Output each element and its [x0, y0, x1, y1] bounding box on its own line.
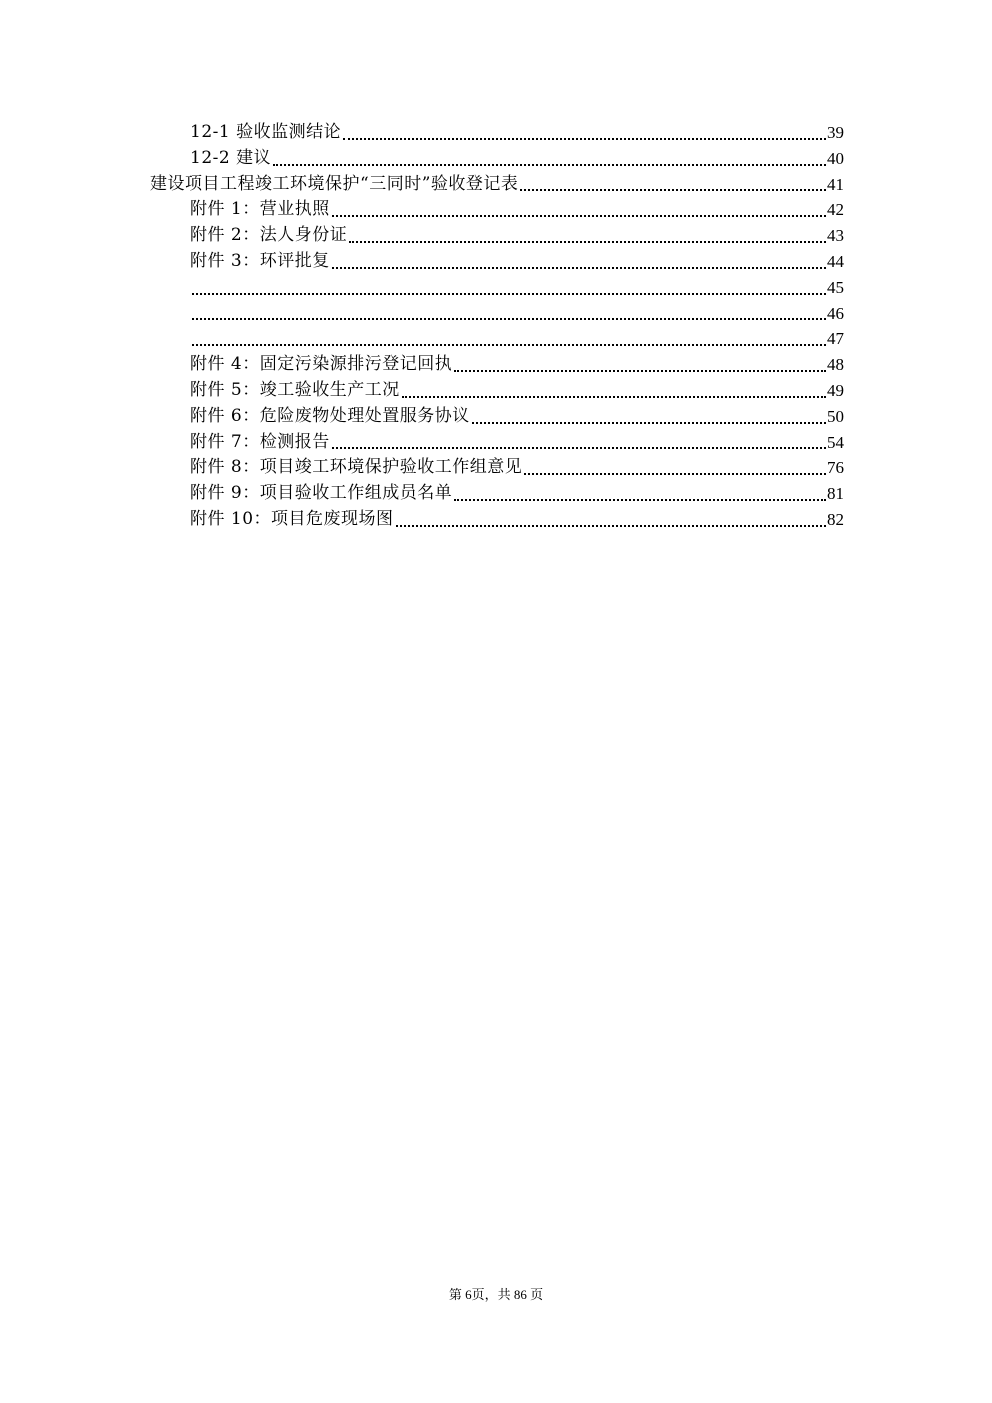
toc-entry-page: 39 [827, 123, 844, 142]
toc-entry-page: 49 [827, 380, 844, 400]
toc-entry-title: 附件 3：环评批复 [190, 250, 330, 271]
toc-entry[interactable] [150, 301, 844, 327]
toc-entry-title: 附件 7：检测报告 [190, 431, 330, 452]
toc-entry[interactable] [150, 120, 844, 146]
toc-leader-dots [520, 187, 826, 191]
toc-entry-title: 12-1 验收监测结论 [190, 122, 342, 142]
toc-entry-page: 44 [827, 251, 844, 271]
toc-entry-title: 附件 10：项目危废现场图 [190, 508, 394, 529]
toc-leader-dots [332, 265, 826, 269]
toc-entry[interactable] [150, 378, 844, 404]
toc-entry[interactable] [150, 197, 844, 223]
toc-entry-page: 45 [827, 277, 844, 297]
toc-entry-page: 43 [827, 226, 844, 246]
toc-leader-dots [349, 239, 826, 243]
toc-entry-page: 48 [827, 355, 844, 375]
toc-entry[interactable] [150, 352, 844, 378]
toc-entry-title: 附件 9：项目验收工作组成员名单 [190, 483, 453, 504]
toc-entry[interactable] [150, 404, 844, 430]
toc-entry[interactable] [150, 481, 844, 507]
toc-entry-page: 42 [827, 200, 844, 220]
toc-leader-dots [524, 471, 826, 475]
toc-entry-page: 41 [827, 174, 844, 194]
toc-entry-title: 附件 1：营业执照 [190, 199, 330, 220]
toc-entry[interactable] [150, 223, 844, 249]
toc-leader-dots [332, 445, 826, 449]
toc-leader-dots [192, 316, 826, 320]
toc-leader-dots [396, 523, 826, 527]
toc-entry-page: 46 [827, 303, 844, 323]
page-footer: 第 6页，共 86 页 [448, 1287, 544, 1302]
toc-entry[interactable] [150, 430, 844, 456]
toc-entry-page: 40 [827, 148, 844, 168]
toc-entry[interactable] [150, 172, 844, 198]
toc-entry-page: 54 [827, 432, 844, 452]
toc-entry[interactable] [150, 326, 844, 352]
toc-entry-title: 建设项目工程竣工环境保护“三同时”验收登记表 [150, 173, 519, 194]
toc-leader-dots [192, 291, 826, 295]
toc-entry[interactable] [150, 507, 844, 533]
toc-entry[interactable] [150, 455, 844, 481]
toc-entry[interactable] [150, 249, 844, 275]
toc-entry-title: 附件 6：危险废物处理处置服务协议 [190, 405, 470, 426]
toc-leader-dots [192, 342, 826, 346]
toc-entry-title: 附件 4：固定污染源排污登记回执 [190, 354, 453, 375]
toc-entry-page: 76 [827, 458, 844, 478]
toc-leader-dots [454, 368, 826, 372]
toc-entry[interactable] [150, 275, 844, 301]
toc-entry-title: 12-2 建议 [190, 147, 272, 168]
toc-leader-dots [402, 394, 826, 398]
toc-entry-title: 附件 8：项目竣工环境保护验收工作组意见 [190, 457, 523, 478]
toc-entry-title: 附件 2：法人身份证 [190, 225, 348, 246]
toc-entry-page: 50 [827, 406, 844, 426]
toc-entry-page: 82 [827, 509, 844, 529]
toc-leader-dots [343, 136, 826, 140]
table-of-contents [150, 120, 844, 533]
toc-entry-page: 81 [827, 484, 844, 504]
toc-leader-dots [273, 162, 826, 166]
toc-entry-title: 附件 5：竣工验收生产工况 [190, 379, 400, 400]
toc-entry[interactable] [150, 146, 844, 172]
toc-leader-dots [332, 213, 826, 217]
toc-leader-dots [472, 420, 826, 424]
toc-leader-dots [454, 497, 826, 501]
toc-entry-page: 47 [827, 329, 844, 349]
